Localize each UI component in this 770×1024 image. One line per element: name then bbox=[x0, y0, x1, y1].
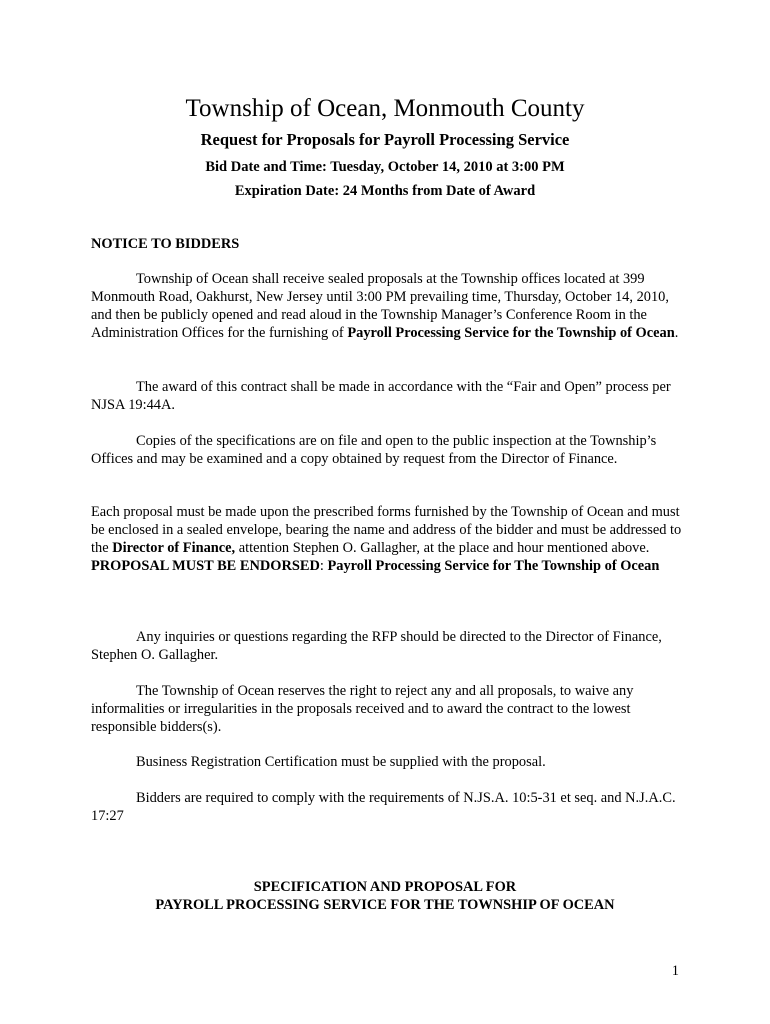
endorsed-text: Payroll Processing Service for The Township of Ocean bbox=[327, 558, 660, 574]
paragraph-specifications bbox=[91, 432, 686, 468]
paragraph-compliance bbox=[91, 789, 686, 825]
paragraph-text: Bidders are required to comply with the requirements of N.JS.A. 10:5-31 et seq. and N.J.A.C. 17:27 bbox=[91, 790, 676, 824]
paragraph-inquiries bbox=[91, 628, 686, 664]
service-name-bold: Payroll Processing Service for the Township of Ocean bbox=[347, 325, 675, 341]
endorsed-label: PROPOSAL MUST BE ENDORSED bbox=[91, 558, 320, 574]
paragraph-reserves-right bbox=[91, 682, 686, 736]
paragraph-award bbox=[91, 378, 686, 414]
paragraph-end: attention Stephen O. Gallagher, at the place and hour mentioned above. bbox=[235, 540, 650, 556]
paragraph-text: Business Registration Certification must be supplied with the proposal. bbox=[136, 754, 546, 770]
page-number: 1 bbox=[671, 963, 679, 979]
endorsed-colon: : bbox=[319, 558, 328, 574]
notice-heading: NOTICE TO BIDDERS bbox=[91, 236, 240, 252]
bid-date-line: Bid Date and Time: Tuesday, October 14, 2010 at 3:00 PM bbox=[205, 159, 565, 175]
specification-heading-line-2: PAYROLL PROCESSING SERVICE FOR THE TOWNSHIP OF OCEAN bbox=[155, 897, 615, 913]
paragraph-text: The award of this contract shall be made in accordance with the “Fair and Open” process per NJSA 19:44A. bbox=[91, 379, 671, 413]
director-bold: Director of Finance, bbox=[112, 540, 236, 556]
document-subtitle: Request for Proposals for Payroll Processing Service bbox=[200, 130, 570, 149]
document-title: Township of Ocean, Monmouth County bbox=[185, 95, 585, 122]
paragraph-sealed-proposals bbox=[91, 270, 686, 342]
paragraph-end: . bbox=[674, 325, 679, 341]
paragraph-text: Copies of the specifications are on file and open to the public inspection at the Township’s Offices and may be examined and a copy obtained by request from the Director of Finance. bbox=[91, 433, 657, 467]
paragraph-registration bbox=[91, 753, 686, 771]
specification-heading-line-1: SPECIFICATION AND PROPOSAL FOR bbox=[253, 879, 517, 895]
paragraph-proposal-forms bbox=[91, 503, 686, 575]
paragraph-text: Each proposal must be made upon the prescribed forms furnished by the Township of Ocean and must be enclosed in a sealed envelope, bearing the name and address of the bidder and must be addressed to the bbox=[91, 504, 682, 556]
expiration-date-line: Expiration Date: 24 Months from Date of Award bbox=[234, 183, 536, 199]
paragraph-text: Any inquiries or questions regarding the RFP should be directed to the Director of Finance, Stephen O. Gallagher. bbox=[91, 629, 662, 663]
paragraph-text: Township of Ocean shall receive sealed proposals at the Township offices located at 399 Monmouth Road, Oakhurst, New Jersey until 3:00 PM prevailing time, Thursday, October 14, 2010, and then be publicly opened and read aloud in the Township Manager’s Conference Room in the Administration Offices for the furnishing of bbox=[91, 271, 669, 341]
paragraph-text: The Township of Ocean reserves the right to reject any and all proposals, to waive any informalities or irregularities in the proposals received and to award the contract to the lowest responsible bidders(s). bbox=[91, 683, 634, 735]
